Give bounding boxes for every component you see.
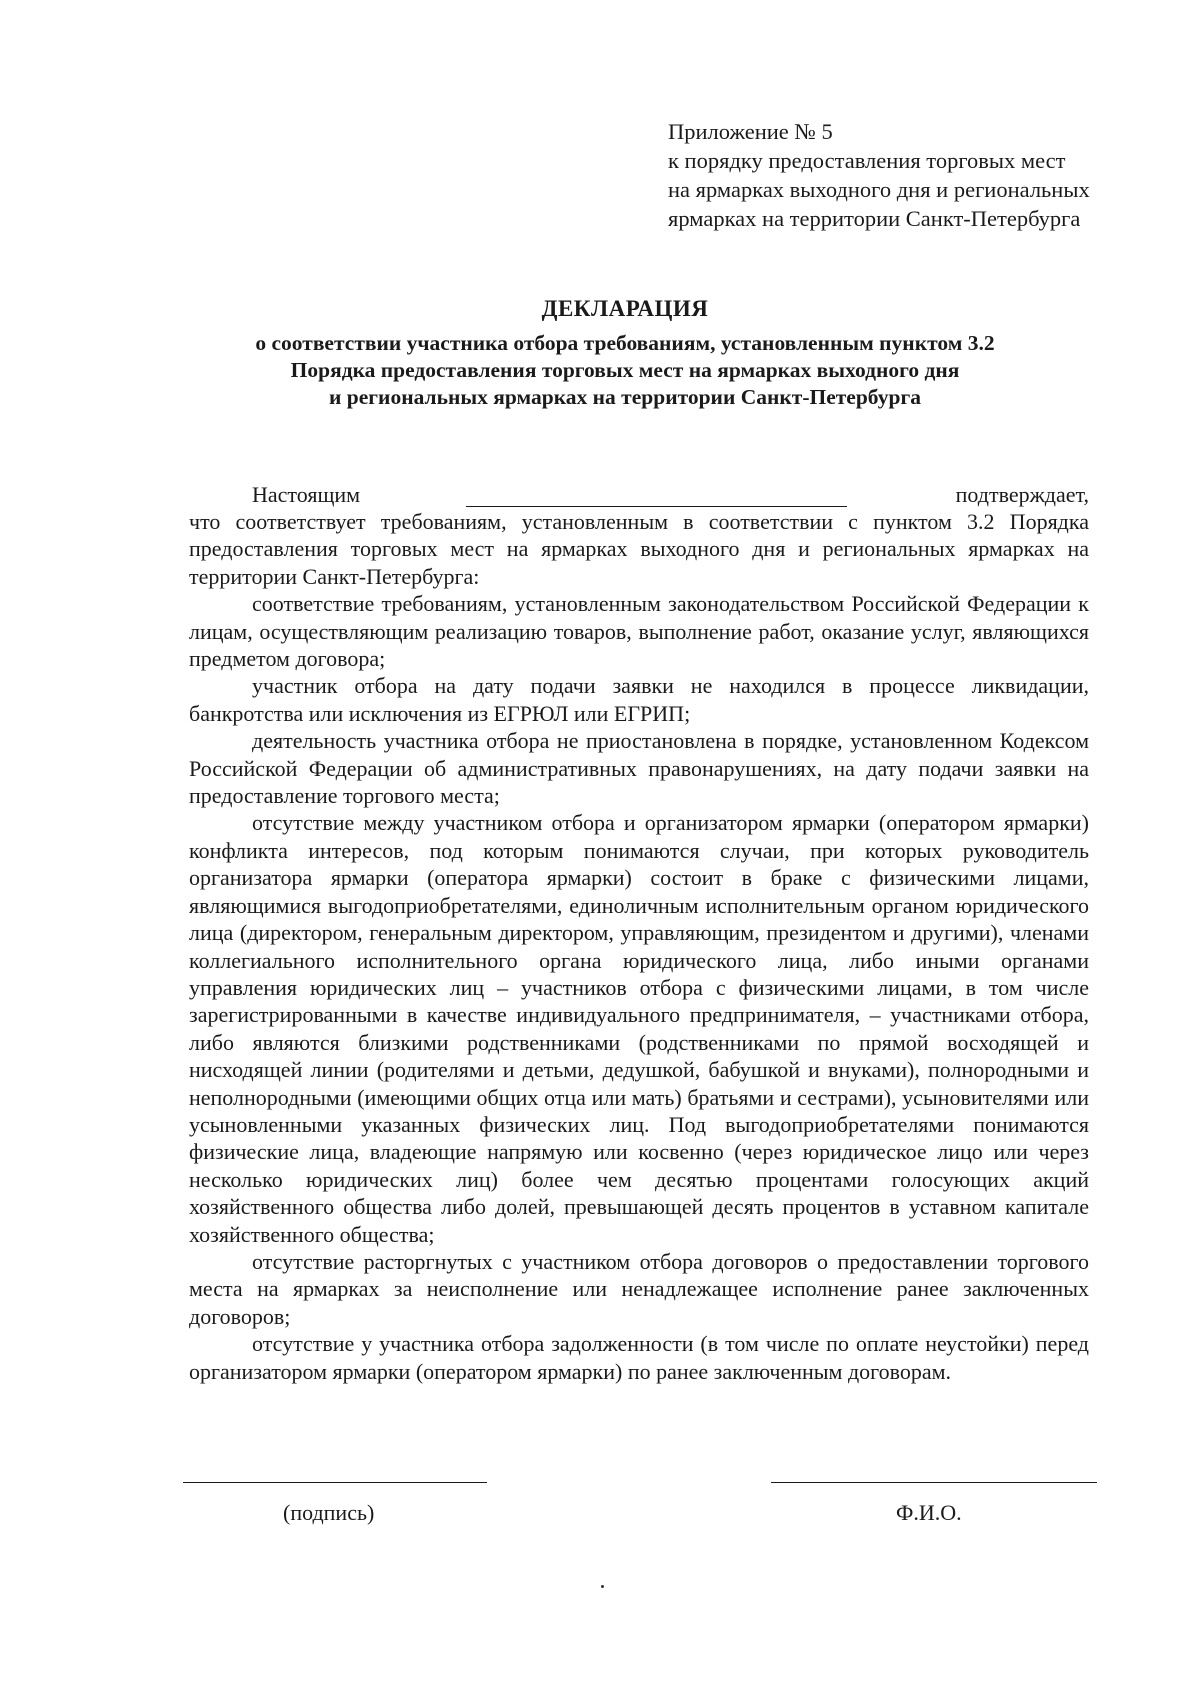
intro-word-before: Настоящим	[252, 482, 361, 507]
signature-caption: (подпись)	[283, 1500, 375, 1525]
subtitle-line-3: и региональных ярмарках на территории Санкт-Петербурга	[329, 385, 921, 409]
paragraph-conflict-of-interest: отсутствие между участником отбора и организатором ярмарки (оператором ярмарки) конфликта интересов, под которым понимаются случаи, при которых руководитель организатора ярмарки (оператора ярмарки) состоит в браке с физическими лицами, являющимися выгодоприобретателями, единоличным исполнительным органом юридического лица (директором, генеральным директором, управляющим, президентом и другими), членами коллегиального исполнительного органа юридического лица, либо иными органами управления юридических лиц – участников отбора с физическими лицами, в том числе зарегистрированными в качестве индивидуального предпринимателя, – участниками отбора, либо являются близкими родственниками (родственниками по прямой восходящей и нисходящей линии (родителями и детьми, дедушкой, бабушкой и внуками), полнородными и неполнородными (имеющими общих отца или мать) братьями и сестрами), усыновителями или усыновленными указанных физических лиц. Под выгодоприобретателями понимаются физические лица, владеющие напрямую или косвенно (через юридическое лицо или через несколько юридических лиц) более чем десятью процентами голосующих акций хозяйственного общества либо долей, превышающей десять процентов в уставном капитале хозяйственного общества;	[189, 810, 1089, 1247]
intro-continuation: что соответствует требованиям, установленным в соответствии с пунктом 3.2 Порядка предоставления торговых мест на ярмарках выходного дня и региональных ярмарках на территории Санкт-Петербурга:	[189, 509, 1089, 589]
intro-word-after: подтверждает,	[955, 482, 1089, 507]
scan-speck	[601, 1585, 604, 1588]
paragraph-requirements: соответствие требованиям, установленным законодательством Российской Федерации к лицам, осуществляющим реализацию товаров, выполнение работ, оказание услуг, являющихся предметом договора;	[189, 591, 1089, 672]
subtitle-line-2: Порядка предоставления торговых мест на ярмарках выходного дня	[290, 358, 960, 382]
appendix-line-2: к порядку предоставления торговых мест	[668, 148, 1066, 173]
document-subtitle	[150, 330, 1100, 411]
declaration-body	[189, 508, 1089, 1385]
paragraph-liquidation: участник отбора на дату подачи заявки не находился в процессе ликвидации, банкротства или исключения из ЕГРЮЛ или ЕГРИП;	[189, 673, 1089, 726]
appendix-header	[668, 117, 1148, 233]
participant-name-blank[interactable]	[466, 506, 847, 507]
appendix-line-1: Приложение № 5	[668, 119, 833, 144]
appendix-line-3: на ярмарках выходного дня и региональных	[668, 177, 1090, 202]
paragraph-terminated-contracts: отсутствие расторгнутых с участником отбора договоров о предоставлении торгового места на ярмарках за неисполнение или ненадлежащее исполнение ранее заключенных договоров;	[189, 1248, 1089, 1329]
paragraph-debt: отсутствие у участника отбора задолженности (в том числе по оплате неустойки) перед организатором ярмарки (оператором ярмарки) по ранее заключенным договорам.	[189, 1331, 1089, 1384]
paragraph-activity: деятельность участника отбора не приостановлена в порядке, установленном Кодексом Российской Федерации об административных правонарушениях, на дату подачи заявки на предоставление торгового места;	[189, 728, 1089, 809]
full-name-caption: Ф.И.О.	[896, 1500, 962, 1525]
subtitle-line-1: о соответствии участника отбора требованиям, установленным пунктом 3.2	[255, 331, 995, 355]
appendix-line-4: ярмарках на территории Санкт-Петербурга	[668, 206, 1081, 231]
document-title: ДЕКЛАРАЦИЯ	[541, 296, 709, 321]
signature-line[interactable]	[183, 1482, 487, 1483]
full-name-line[interactable]	[771, 1482, 1097, 1483]
